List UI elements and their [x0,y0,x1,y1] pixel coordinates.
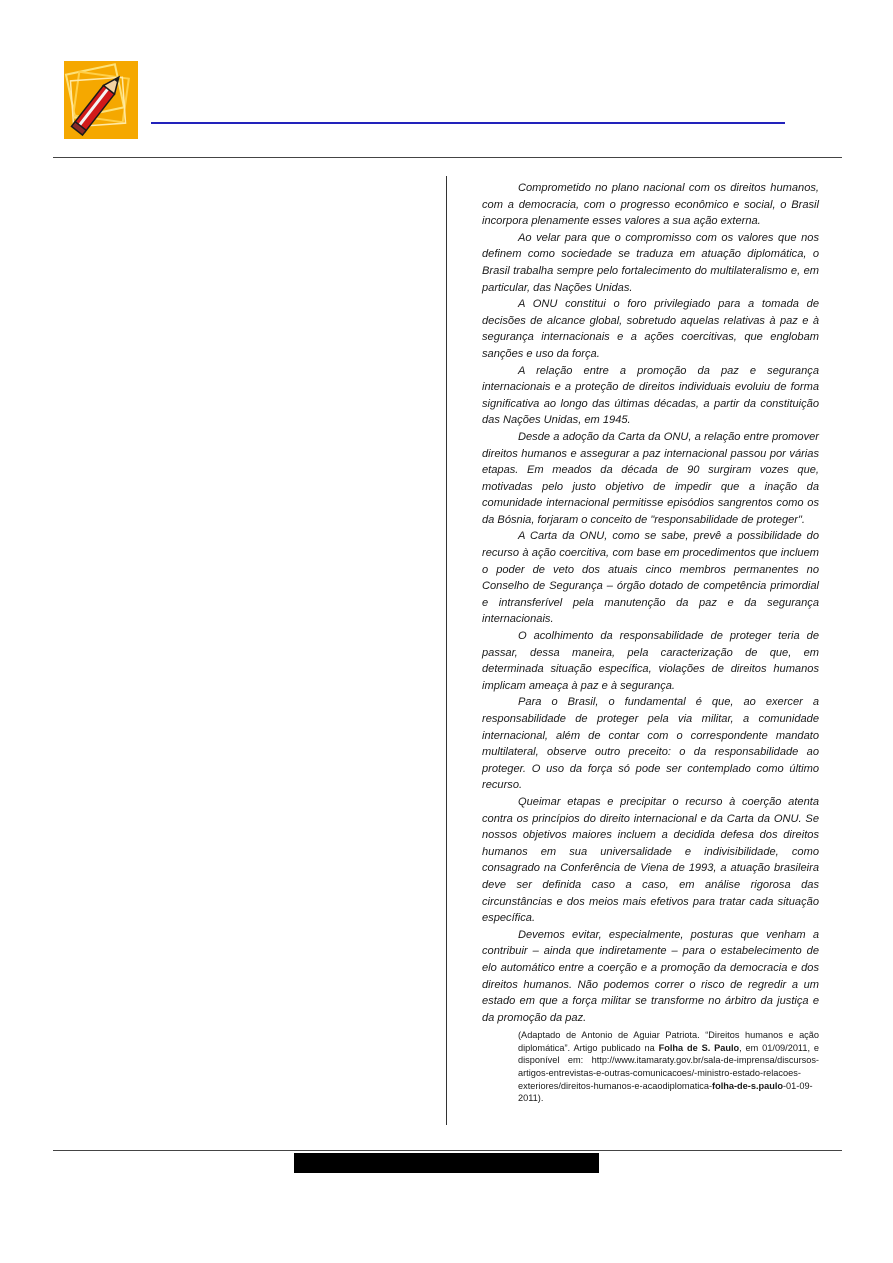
article-column [482,180,819,1105]
article-paragraph: A relação entre a promoção da paz e segurança internacionais e a proteção de direitos individuais evoluiu de forma significativa ao longo das últimas décadas, a partir da constituição das Nações Unidas, em 1945. [482,364,819,427]
article-paragraph: A Carta da ONU, como se sabe, prevê a possibilidade do recurso à ação coercitiva, com base em procedimentos que incluem o poder de veto dos atuais cinco membros permanentes no Conselho de Segurança – órgão dotado de competência primordial e intransferível pela manutenção da paz e da segurança internacionais. [482,530,819,626]
footer-bar [294,1153,599,1173]
article-paragraph: O acolhimento da responsabilidade de proteger teria de passar, dessa maneira, pela caracterização de que, em determinada situação específica, violações de direitos humanos implicam ameaça à paz e à segurança. [482,630,819,692]
article-paragraph: Para o Brasil, o fundamental é que, ao exercer a responsabilidade de proteger pela via militar, a comunidade internacional, além de contar com o correspondente mandato multilateral, observe outro preceito: o da responsabilidade ao proteger. O uso da força só pode ser contemplado como último recurso. [482,696,819,792]
left-column [53,170,433,1120]
citation-newspaper: Folha de S. Paulo [658,1042,740,1053]
bottom-rule [53,1150,842,1151]
pencil-logo-icon [62,59,140,141]
citation-suffix: -01-09-2011). [518,1080,813,1104]
article-paragraph: Ao velar para que o compromisso com os valores que nos definem como sociedade se traduza em atuação diplomática, o Brasil trabalha sempre pelo fortalecimento do multilateralismo e, em particular, das Nações Unidas. [482,231,819,294]
source-citation [518,1029,819,1105]
article-paragraph: Desde a adoção da Carta da ONU, a relação entre promover direitos humanos e assegurar a paz internacional passou por várias etapas. Em meados da década de 90 surgiram vozes que, motivadas pelo justo objetivo de impedir que a inação da comunidade internacional permitisse episódios sangrentos como os da Bósnia, forjaram o conceito de "responsabilidade de proteger". [482,430,819,526]
article-paragraph: Devemos evitar, especialmente, posturas que venham a contribuir – ainda que indiretamente – para o estabelecimento de elo automático entre a coerção e a promoção da democracia e dos direitos humanos. Não podemos correr o risco de regredir a um estado em que a força militar se transforme no árbitro da justiça e da promoção da paz. [482,928,819,1024]
citation-url-bold: folha-de-s.paulo [712,1080,783,1091]
top-rule [53,157,842,158]
column-divider [446,176,447,1125]
article-paragraph: Comprometido no plano nacional com os direitos humanos, com a democracia, com o progresso econômico e social, o Brasil incorpora plenamente esses valores a sua ação externa. [482,182,819,228]
header-blue-rule [151,122,785,124]
citation-middle: , em 01/09/2011, e disponível em: http://www.itamaraty.gov.br/sala-de-imprensa/discursos-artigos-entrevistas-e-outras-comunicacoes/-ministro-estado-relacoes-exteriores/direitos-humanos-e-acaodiplomatica- [518,1042,820,1091]
article-paragraph: Queimar etapas e precipitar o recurso à coerção atenta contra os princípios do direito internacional e da Carta da ONU. Se nossos objetivos maiores incluem a decidida defesa dos direitos humanos em sua universalidade e indivisibilidade, como consagrado na Conferência de Viena de 1993, a atuação brasileira deve ser definida caso a caso, em análise rigorosa das circunstâncias e dos meios mais efetivos para tratar cada situação específica. [482,795,819,925]
citation-prefix: (Adaptado de Antonio de Aguiar Patriota. “Direitos humanos e ação diplomática”. Artigo publicado na [518,1030,819,1053]
article-paragraph: A ONU constitui o foro privilegiado para a tomada de decisões de alcance global, sobretudo aquelas relativas à paz e à segurança internacionais e a ações coercitivas, que englobam sanções e uso da força. [482,298,819,360]
